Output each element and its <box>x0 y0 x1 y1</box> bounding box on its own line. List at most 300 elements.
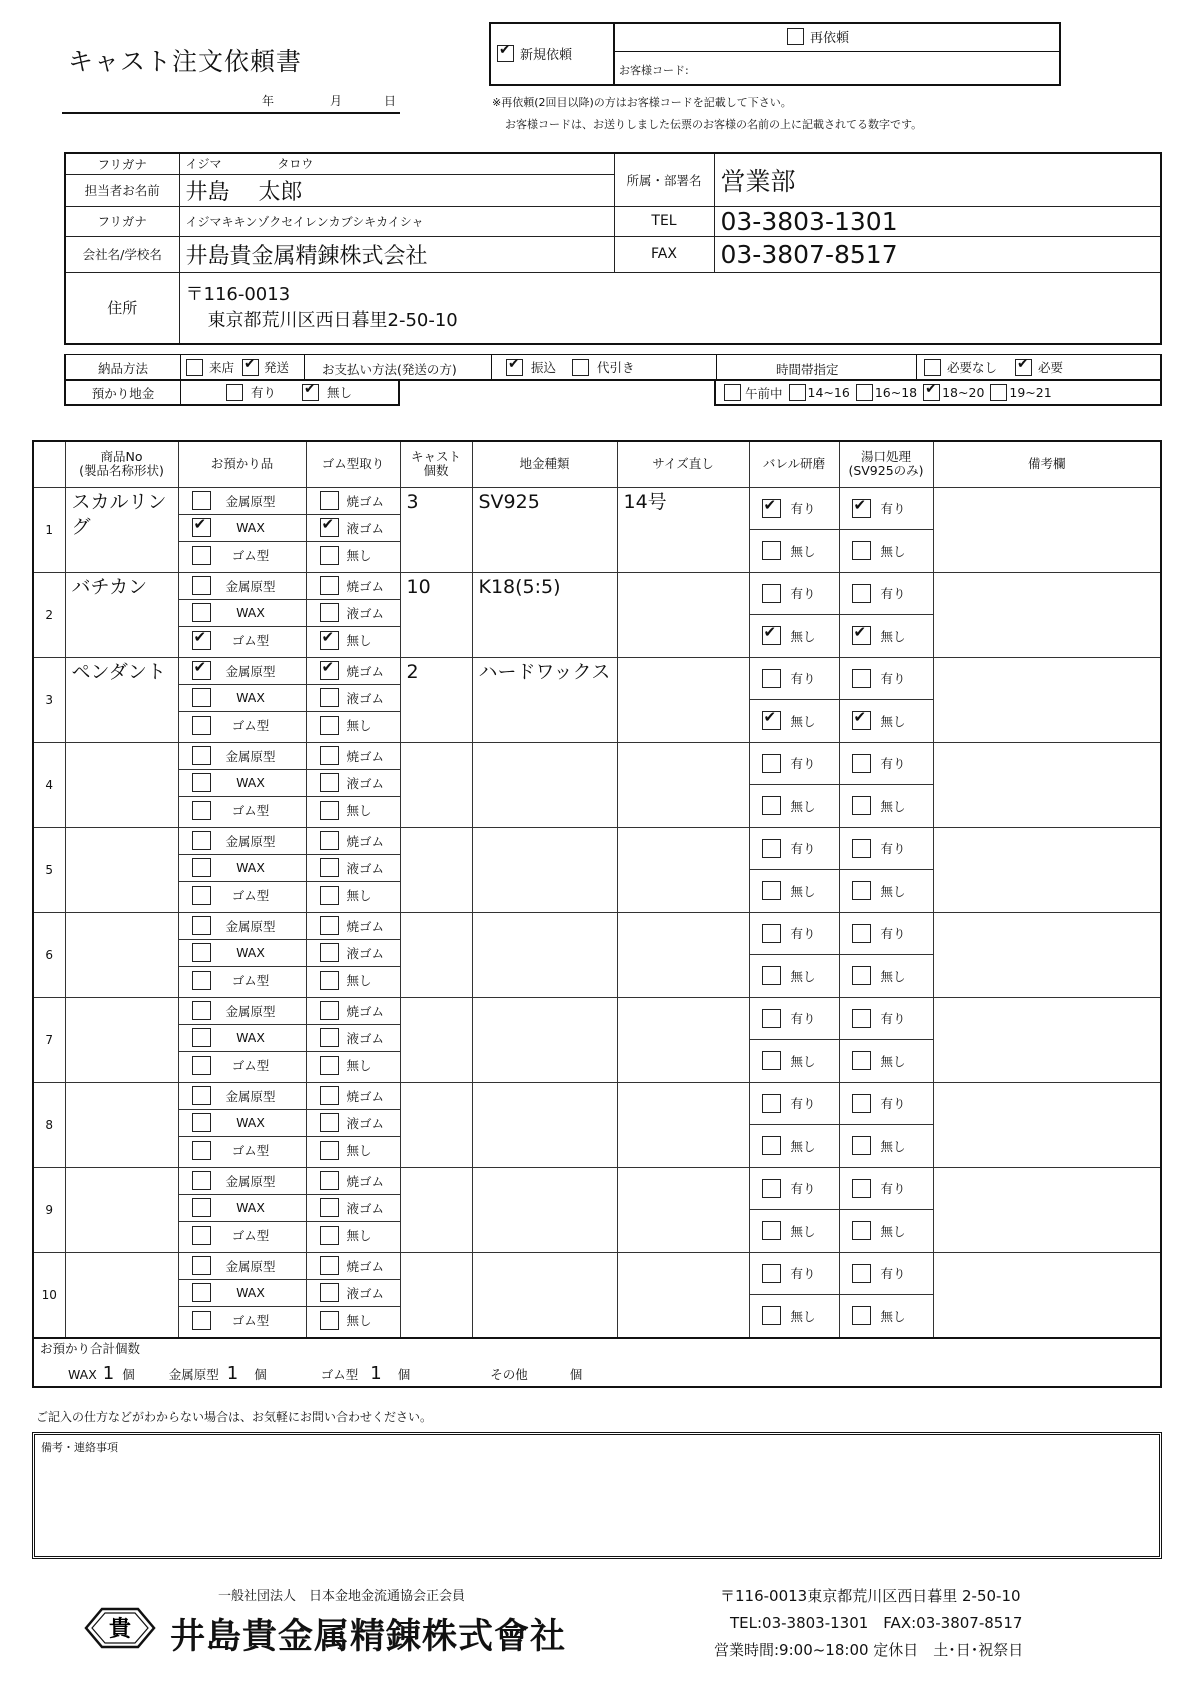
barrel-option[interactable] <box>750 1040 839 1082</box>
barrel-option[interactable] <box>750 1083 839 1125</box>
sprue-cell <box>839 912 933 997</box>
mold-option[interactable] <box>307 600 400 627</box>
items-checkbox[interactable] <box>192 1113 211 1132</box>
barrel-option[interactable] <box>750 658 839 700</box>
barrel-option[interactable] <box>750 743 839 785</box>
barrel-option[interactable] <box>750 870 839 912</box>
remarks-field[interactable] <box>933 1082 1161 1167</box>
qty-field[interactable]: 10 <box>400 572 472 657</box>
sprue-checkbox[interactable] <box>852 881 871 900</box>
sprue-label: 有り <box>880 1096 906 1111</box>
sprue-option[interactable] <box>840 530 933 572</box>
barrel-checkbox[interactable] <box>762 541 781 560</box>
barrel-option[interactable] <box>750 530 839 572</box>
barrel-option[interactable] <box>750 1295 839 1337</box>
barrel-option[interactable] <box>750 573 839 615</box>
items-option[interactable] <box>179 1025 306 1052</box>
mold-checkbox[interactable] <box>320 1171 339 1190</box>
items-checkbox[interactable] <box>192 971 211 990</box>
mold-option[interactable] <box>307 627 400 654</box>
barrel-checkbox[interactable] <box>762 1221 781 1240</box>
totals-metal-value[interactable]: 1 <box>226 1363 239 1384</box>
barrel-checkbox[interactable] <box>762 966 781 985</box>
delivery-visit-checkbox[interactable] <box>186 359 203 376</box>
product-name-field[interactable] <box>65 827 178 912</box>
product-name-field[interactable] <box>65 1082 178 1167</box>
items-checkbox[interactable] <box>192 773 211 792</box>
sprue-checkbox[interactable] <box>852 1136 871 1155</box>
barrel-checkbox[interactable] <box>762 1009 781 1028</box>
sprue-label: 有り <box>880 756 906 771</box>
header-mold: ゴム型取り <box>306 441 400 487</box>
size-field[interactable] <box>617 997 749 1082</box>
barrel-option[interactable] <box>750 1210 839 1252</box>
address-field[interactable] <box>179 272 1161 344</box>
items-option[interactable] <box>179 488 306 515</box>
product-name-field[interactable]: バチカン <box>65 572 178 657</box>
remarks-field[interactable] <box>933 657 1161 742</box>
size-field[interactable] <box>617 572 749 657</box>
barrel-checkbox[interactable] <box>762 584 781 603</box>
re-request-checkbox[interactable] <box>787 28 804 45</box>
slot-morning-checkbox[interactable] <box>724 384 741 401</box>
slot-19-21-checkbox[interactable] <box>990 384 1007 401</box>
sprue-checkbox[interactable] <box>852 966 871 985</box>
mold-checkbox[interactable] <box>320 1226 339 1245</box>
qty-field[interactable] <box>400 1167 472 1252</box>
totals-rubber-value[interactable]: 1 <box>370 1363 382 1384</box>
mold-checkbox[interactable] <box>320 491 339 510</box>
barrel-checkbox[interactable] <box>762 669 781 688</box>
sprue-option[interactable] <box>840 743 933 785</box>
mold-option[interactable] <box>307 515 400 542</box>
deposit-yes-checkbox[interactable] <box>226 384 243 401</box>
items-option[interactable] <box>179 828 306 855</box>
items-option[interactable] <box>179 998 306 1025</box>
sprue-checkbox[interactable] <box>852 584 871 603</box>
mold-option[interactable] <box>307 1052 400 1079</box>
barrel-option[interactable] <box>750 785 839 827</box>
items-checkbox[interactable] <box>192 1256 211 1275</box>
items-checkbox[interactable] <box>192 576 211 595</box>
metal-field[interactable]: K18(5:5) <box>472 572 617 657</box>
sprue-option[interactable] <box>840 955 933 997</box>
items-checkbox[interactable] <box>192 546 211 565</box>
items-option[interactable] <box>179 967 306 994</box>
items-checkbox[interactable] <box>192 631 211 650</box>
barrel-checkbox[interactable] <box>762 1264 781 1283</box>
remarks-field[interactable] <box>933 487 1161 572</box>
items-option[interactable] <box>179 1137 306 1164</box>
mold-checkbox[interactable] <box>320 1028 339 1047</box>
barrel-option[interactable] <box>750 828 839 870</box>
slot-18-20-checkbox[interactable] <box>923 384 940 401</box>
payment-cod-checkbox[interactable] <box>572 359 589 376</box>
items-cell <box>178 997 306 1082</box>
mold-checkbox[interactable] <box>320 546 339 565</box>
items-option[interactable] <box>179 1083 306 1110</box>
items-label: 金属原型 <box>225 493 276 509</box>
totals-wax-value[interactable]: 1 <box>102 1363 115 1384</box>
items-checkbox[interactable] <box>192 1001 211 1020</box>
items-checkbox[interactable] <box>192 858 211 877</box>
size-field[interactable] <box>617 742 749 827</box>
items-option[interactable] <box>179 940 306 967</box>
items-checkbox[interactable] <box>192 1311 211 1330</box>
barrel-checkbox[interactable] <box>762 1094 781 1113</box>
mold-checkbox[interactable] <box>320 971 339 990</box>
sprue-checkbox[interactable] <box>852 541 871 560</box>
mold-option[interactable] <box>307 1110 400 1137</box>
mold-option[interactable] <box>307 488 400 515</box>
remarks-field[interactable] <box>933 572 1161 657</box>
sprue-checkbox[interactable] <box>852 1094 871 1113</box>
mold-option[interactable] <box>307 1137 400 1164</box>
product-name-field[interactable]: スカルリング <box>65 487 178 572</box>
items-cell <box>178 1252 306 1338</box>
items-checkbox[interactable] <box>192 716 211 735</box>
barrel-option[interactable] <box>750 615 839 657</box>
mold-option[interactable] <box>307 542 400 569</box>
mold-checkbox[interactable] <box>320 576 339 595</box>
mold-option[interactable] <box>307 940 400 967</box>
barrel-option[interactable] <box>750 1168 839 1210</box>
sprue-option[interactable] <box>840 615 933 657</box>
barrel-option[interactable] <box>750 488 839 530</box>
mold-option[interactable] <box>307 743 400 770</box>
items-option[interactable] <box>179 797 306 824</box>
mold-option[interactable] <box>307 712 400 739</box>
barrel-checkbox[interactable] <box>762 1306 781 1325</box>
barrel-option[interactable] <box>750 998 839 1040</box>
metal-field[interactable] <box>472 742 617 827</box>
qty-field[interactable]: 3 <box>400 487 472 572</box>
sprue-option[interactable] <box>840 700 933 742</box>
qty-field[interactable] <box>400 997 472 1082</box>
sprue-checkbox[interactable] <box>852 924 871 943</box>
qty-field[interactable] <box>400 1252 472 1338</box>
company-field[interactable]: 井島貴金属精錬株式会社 <box>179 236 614 272</box>
items-checkbox[interactable] <box>192 886 211 905</box>
sprue-cell <box>839 487 933 572</box>
time-needed-checkbox[interactable] <box>1015 359 1032 376</box>
items-option[interactable] <box>179 882 306 909</box>
mold-checkbox[interactable] <box>320 603 339 622</box>
mold-label: 液ゴム <box>346 945 385 961</box>
items-option[interactable] <box>179 1195 306 1222</box>
qty-field[interactable] <box>400 1082 472 1167</box>
items-checkbox[interactable] <box>192 603 211 622</box>
product-name-field[interactable] <box>65 1167 178 1252</box>
size-field[interactable]: 14号 <box>617 487 749 572</box>
mold-option[interactable] <box>307 855 400 882</box>
sprue-option[interactable] <box>840 573 933 615</box>
items-option[interactable] <box>179 573 306 600</box>
size-field[interactable] <box>617 1252 749 1338</box>
memo-box[interactable] <box>32 1432 1162 1559</box>
items-option[interactable] <box>179 685 306 712</box>
qty-field[interactable] <box>400 742 472 827</box>
name-field[interactable] <box>179 174 614 206</box>
items-option[interactable] <box>179 658 306 685</box>
footer-contact: TEL:03-3803-1301 FAX:03-3807-8517 <box>730 1614 1023 1632</box>
mold-option[interactable] <box>307 1280 400 1307</box>
size-field[interactable] <box>617 827 749 912</box>
memo-label: 備考・連絡事項 <box>41 1441 118 1454</box>
barrel-checkbox[interactable] <box>762 1179 781 1198</box>
barrel-checkbox[interactable] <box>762 924 781 943</box>
mold-checkbox[interactable] <box>320 1198 339 1217</box>
mold-checkbox[interactable] <box>320 943 339 962</box>
mold-checkbox[interactable] <box>320 1086 339 1105</box>
items-option[interactable] <box>179 913 306 940</box>
barrel-checkbox[interactable] <box>762 711 781 730</box>
items-option[interactable] <box>179 627 306 654</box>
name-furigana-field[interactable] <box>179 153 614 174</box>
tel-field[interactable]: 03-3803-1301 <box>714 206 1161 236</box>
metal-field[interactable]: ハードワックス <box>472 657 617 742</box>
items-checkbox[interactable] <box>192 1283 211 1302</box>
mold-option[interactable] <box>307 882 400 909</box>
mold-option[interactable] <box>307 1168 400 1195</box>
mold-option[interactable] <box>307 1222 400 1249</box>
slot-18-20-label: 18~20 <box>942 385 985 400</box>
mold-option[interactable] <box>307 685 400 712</box>
sprue-checkbox[interactable] <box>852 499 871 518</box>
customer-code-field[interactable] <box>691 56 1051 78</box>
sprue-checkbox[interactable] <box>852 626 871 645</box>
mold-checkbox[interactable] <box>320 661 339 680</box>
mold-option[interactable] <box>307 1253 400 1280</box>
remarks-field[interactable] <box>933 827 1161 912</box>
mold-checkbox[interactable] <box>320 886 339 905</box>
items-checkbox[interactable] <box>192 1056 211 1075</box>
sprue-option[interactable] <box>840 785 933 827</box>
qty-field[interactable] <box>400 827 472 912</box>
sprue-option[interactable] <box>840 1168 933 1210</box>
items-option[interactable] <box>179 855 306 882</box>
mold-checkbox[interactable] <box>320 688 339 707</box>
metal-field[interactable] <box>472 1252 617 1338</box>
mold-checkbox[interactable] <box>320 1056 339 1075</box>
mold-option[interactable] <box>307 1083 400 1110</box>
slot-16-18-checkbox[interactable] <box>856 384 873 401</box>
header-items: お預かり品 <box>178 441 306 487</box>
payment-transfer-checkbox[interactable] <box>506 359 523 376</box>
dept-field[interactable]: 営業部 <box>714 153 1161 206</box>
product-name-field[interactable] <box>65 1252 178 1338</box>
sprue-checkbox[interactable] <box>852 669 871 688</box>
sprue-option[interactable] <box>840 1125 933 1167</box>
remarks-field[interactable] <box>933 997 1161 1082</box>
barrel-checkbox[interactable] <box>762 499 781 518</box>
footer-company-name: 井島貴金属精錬株式會社 <box>170 1616 567 1657</box>
items-checkbox[interactable] <box>192 746 211 765</box>
product-name-field[interactable] <box>65 912 178 997</box>
product-name-field[interactable] <box>65 742 178 827</box>
sprue-checkbox[interactable] <box>852 1179 871 1198</box>
barrel-checkbox[interactable] <box>762 1136 781 1155</box>
items-option[interactable] <box>179 1168 306 1195</box>
sprue-checkbox[interactable] <box>852 711 871 730</box>
mold-option[interactable] <box>307 573 400 600</box>
sprue-option[interactable] <box>840 828 933 870</box>
remarks-field[interactable] <box>933 912 1161 997</box>
qty-field[interactable] <box>400 912 472 997</box>
new-request-checkbox[interactable] <box>497 45 514 62</box>
sprue-option[interactable] <box>840 1083 933 1125</box>
sprue-option[interactable] <box>840 998 933 1040</box>
mold-checkbox[interactable] <box>320 831 339 850</box>
items-checkbox[interactable] <box>192 661 211 680</box>
qty-field[interactable]: 2 <box>400 657 472 742</box>
sprue-cell <box>839 997 933 1082</box>
slot-14-16-checkbox[interactable] <box>789 384 806 401</box>
mold-checkbox[interactable] <box>320 1283 339 1302</box>
sprue-option[interactable] <box>840 1253 933 1295</box>
barrel-option[interactable] <box>750 913 839 955</box>
mold-cell <box>306 1252 400 1338</box>
sprue-checkbox[interactable] <box>852 1264 871 1283</box>
mold-label: 液ゴム <box>346 1030 385 1046</box>
sprue-checkbox[interactable] <box>852 1009 871 1028</box>
items-option[interactable] <box>179 600 306 627</box>
mold-option[interactable] <box>307 998 400 1025</box>
sprue-checkbox[interactable] <box>852 1051 871 1070</box>
sprue-option[interactable] <box>840 1040 933 1082</box>
mold-label: 無し <box>346 973 372 988</box>
metal-field[interactable] <box>472 997 617 1082</box>
items-option[interactable] <box>179 1253 306 1280</box>
delivery-ship-checkbox[interactable] <box>242 359 259 376</box>
sprue-option[interactable] <box>840 1210 933 1252</box>
mold-checkbox[interactable] <box>320 1141 339 1160</box>
items-checkbox[interactable] <box>192 518 211 537</box>
sprue-cell <box>839 572 933 657</box>
sprue-option[interactable] <box>840 870 933 912</box>
items-checkbox[interactable] <box>192 491 211 510</box>
mold-checkbox[interactable] <box>320 801 339 820</box>
sprue-checkbox[interactable] <box>852 754 871 773</box>
items-checkbox[interactable] <box>192 688 211 707</box>
deposit-no-checkbox[interactable] <box>302 384 319 401</box>
mold-label: 無し <box>346 803 372 818</box>
size-field[interactable] <box>617 657 749 742</box>
barrel-option[interactable] <box>750 955 839 997</box>
items-option[interactable] <box>179 1307 306 1334</box>
sprue-checkbox[interactable] <box>852 796 871 815</box>
items-checkbox[interactable] <box>192 831 211 850</box>
remarks-field[interactable] <box>933 1252 1161 1338</box>
size-field[interactable] <box>617 1167 749 1252</box>
barrel-option[interactable] <box>750 700 839 742</box>
remarks-field[interactable] <box>933 742 1161 827</box>
metal-field[interactable]: SV925 <box>472 487 617 572</box>
barrel-checkbox[interactable] <box>762 626 781 645</box>
mold-option[interactable] <box>307 658 400 685</box>
sprue-option[interactable] <box>840 488 933 530</box>
date-line <box>62 112 400 114</box>
size-field[interactable] <box>617 1082 749 1167</box>
items-option[interactable] <box>179 770 306 797</box>
fax-field[interactable]: 03-3807-8517 <box>714 236 1161 272</box>
items-checkbox[interactable] <box>192 1141 211 1160</box>
items-option[interactable] <box>179 542 306 569</box>
mold-option[interactable] <box>307 828 400 855</box>
mold-option[interactable] <box>307 1307 400 1334</box>
metal-field[interactable] <box>472 1082 617 1167</box>
items-option[interactable] <box>179 1280 306 1307</box>
items-option[interactable] <box>179 1222 306 1249</box>
barrel-option[interactable] <box>750 1253 839 1295</box>
mold-option[interactable] <box>307 967 400 994</box>
sprue-checkbox[interactable] <box>852 839 871 858</box>
mold-checkbox[interactable] <box>320 716 339 735</box>
sprue-checkbox[interactable] <box>852 1221 871 1240</box>
items-option[interactable] <box>179 712 306 739</box>
items-checkbox[interactable] <box>192 916 211 935</box>
remarks-field[interactable] <box>933 1167 1161 1252</box>
items-checkbox[interactable] <box>192 1226 211 1245</box>
barrel-checkbox[interactable] <box>762 1051 781 1070</box>
items-checkbox[interactable] <box>192 943 211 962</box>
metal-field[interactable] <box>472 912 617 997</box>
mold-checkbox[interactable] <box>320 1113 339 1132</box>
items-option[interactable] <box>179 515 306 542</box>
mold-checkbox[interactable] <box>320 1311 339 1330</box>
barrel-option[interactable] <box>750 1125 839 1167</box>
items-checkbox[interactable] <box>192 1086 211 1105</box>
mold-option[interactable] <box>307 1025 400 1052</box>
product-name-field[interactable]: ペンダント <box>65 657 178 742</box>
sprue-checkbox[interactable] <box>852 1306 871 1325</box>
items-checkbox[interactable] <box>192 801 211 820</box>
mold-checkbox[interactable] <box>320 773 339 792</box>
product-name-field[interactable] <box>65 997 178 1082</box>
metal-field[interactable] <box>472 1167 617 1252</box>
sprue-option[interactable] <box>840 913 933 955</box>
items-option[interactable] <box>179 1110 306 1137</box>
items-checkbox[interactable] <box>192 1198 211 1217</box>
barrel-checkbox[interactable] <box>762 839 781 858</box>
mold-checkbox[interactable] <box>320 631 339 650</box>
items-checkbox[interactable] <box>192 1028 211 1047</box>
metal-field[interactable] <box>472 827 617 912</box>
barrel-checkbox[interactable] <box>762 754 781 773</box>
company-furigana-field[interactable]: イジマキキンゾクセイレンカブシキカイシャ <box>179 206 614 236</box>
items-label: WAX <box>236 690 265 705</box>
barrel-checkbox[interactable] <box>762 881 781 900</box>
mold-option[interactable] <box>307 797 400 824</box>
mold-option[interactable] <box>307 770 400 797</box>
mold-checkbox[interactable] <box>320 916 339 935</box>
mold-option[interactable] <box>307 1195 400 1222</box>
mold-checkbox[interactable] <box>320 1001 339 1020</box>
size-field[interactable] <box>617 912 749 997</box>
sprue-option[interactable] <box>840 658 933 700</box>
sprue-option[interactable] <box>840 1295 933 1337</box>
mold-checkbox[interactable] <box>320 858 339 877</box>
mold-checkbox[interactable] <box>320 1256 339 1275</box>
mold-checkbox[interactable] <box>320 746 339 765</box>
items-option[interactable] <box>179 1052 306 1079</box>
mold-option[interactable] <box>307 913 400 940</box>
time-not-needed-checkbox[interactable] <box>924 359 941 376</box>
items-checkbox[interactable] <box>192 1171 211 1190</box>
barrel-checkbox[interactable] <box>762 796 781 815</box>
items-option[interactable] <box>179 743 306 770</box>
mold-checkbox[interactable] <box>320 518 339 537</box>
